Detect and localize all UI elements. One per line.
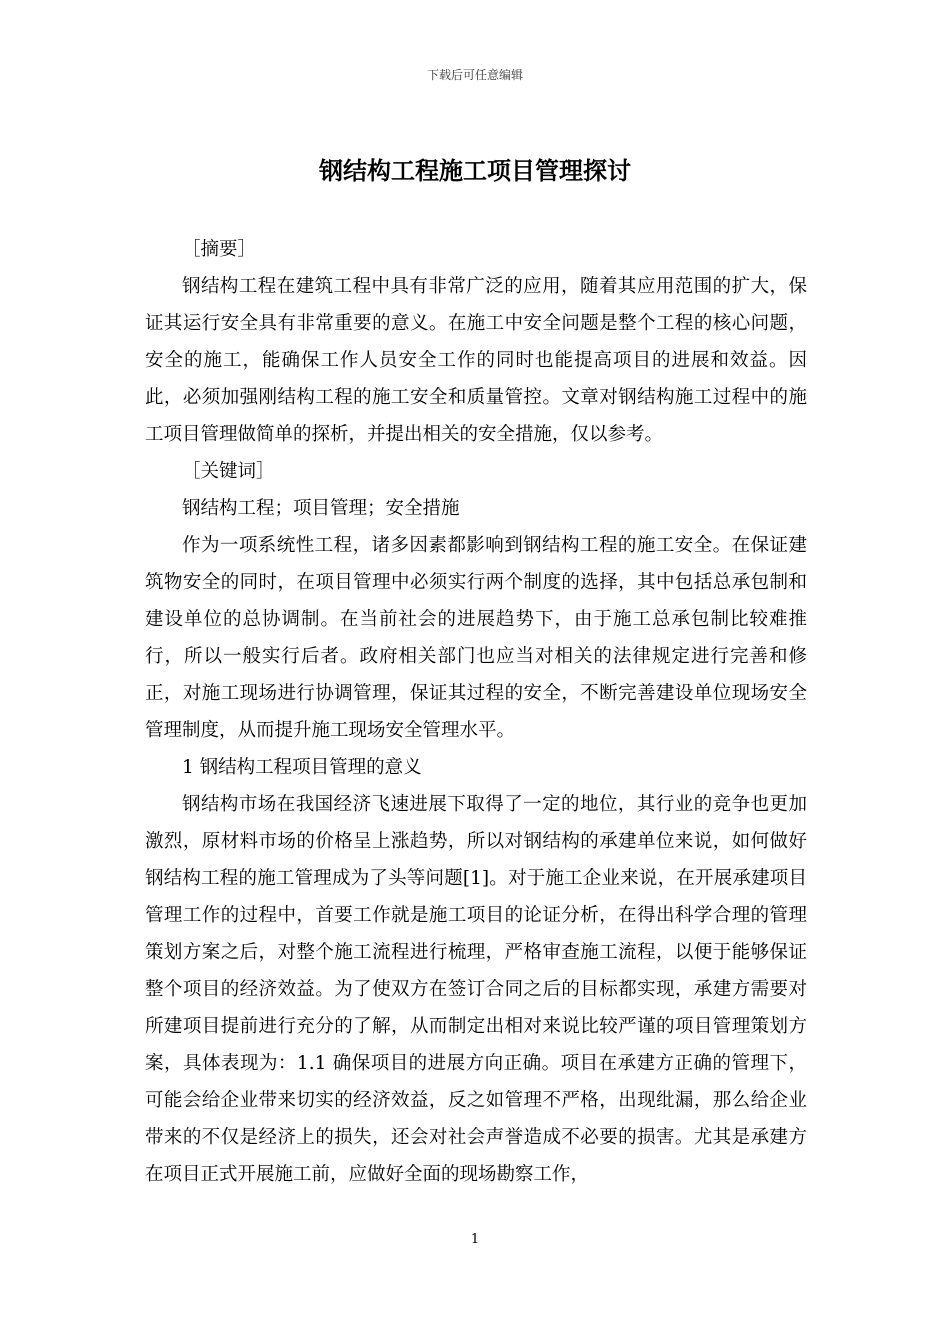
document-body	[145, 231, 807, 1193]
section-heading-1: 1 钢结构工程项目管理的意义	[182, 757, 422, 778]
document-title: 钢结构工程施工项目管理探讨	[319, 156, 631, 185]
keywords-heading: ［关键词］	[182, 461, 275, 482]
header-note: 下载后可任意编辑	[426, 68, 523, 82]
page-number: 1	[470, 1232, 480, 1247]
keywords-paragraph: 钢结构工程；项目管理；安全措施	[182, 498, 460, 519]
section-1-paragraph: 钢结构市场在我国经济飞速进展下取得了一定的地位，其行业的竞争也更加激烈，原材料市场的价格呈上涨趋势，所以对钢结构的承建单位来说，如何做好钢结构工程的施工管理成为了头等问题[1]。对于施工企业来说，在开展承建项目管理工作的过程中，首要工作就是施工项目的论证分析，在得出科学合理的管理策划方案之后，对整个施工流程进行梳理，严格审查施工流程，以便于能够保证整个项目的经济效益。为了使双方在签订合同之后的目标都实现，承建方需要对所建项目提前进行充分的了解，从而制定出相对来说比较严谨的项目管理策划方案，具体表现为：1.1 确保项目的进展方向正确。项目在承建方正确的管理下，可能会给企业带来切实的经济效益，反之如管理不严格，出现纰漏，那么给企业带来的不仅是经济上的损失，还会对社会声誉造成不必要的损害。尤其是承建方在项目正式开展施工前，应做好全面的现场勘察工作，	[145, 794, 807, 1185]
abstract-heading: ［摘要］	[182, 239, 257, 260]
abstract-paragraph: 钢结构工程在建筑工程中具有非常广泛的应用，随着其应用范围的扩大，保证其运行安全具有非常重要的意义。在施工中安全问题是整个工程的核心问题，安全的施工，能确保工作人员安全工作的同时也能提高项目的进展和效益。因此，必须加强刚结构工程的施工安全和质量管控。文章对钢结构施工过程中的施工项目管理做简单的探析，并提出相关的安全措施，仅以参考。	[145, 276, 807, 445]
intro-paragraph: 作为一项系统性工程，诸多因素都影响到钢结构工程的施工安全。在保证建筑物安全的同时，在项目管理中必须实行两个制度的选择，其中包括总承包制和建设单位的总协调制。在当前社会的进展趋势下，由于施工总承包制比较难推行，所以一般实行后者。政府相关部门也应当对相关的法律规定进行完善和修正，对施工现场进行协调管理，保证其过程的安全，不断完善建设单位现场安全管理制度，从而提升施工现场安全管理水平。	[145, 535, 807, 741]
